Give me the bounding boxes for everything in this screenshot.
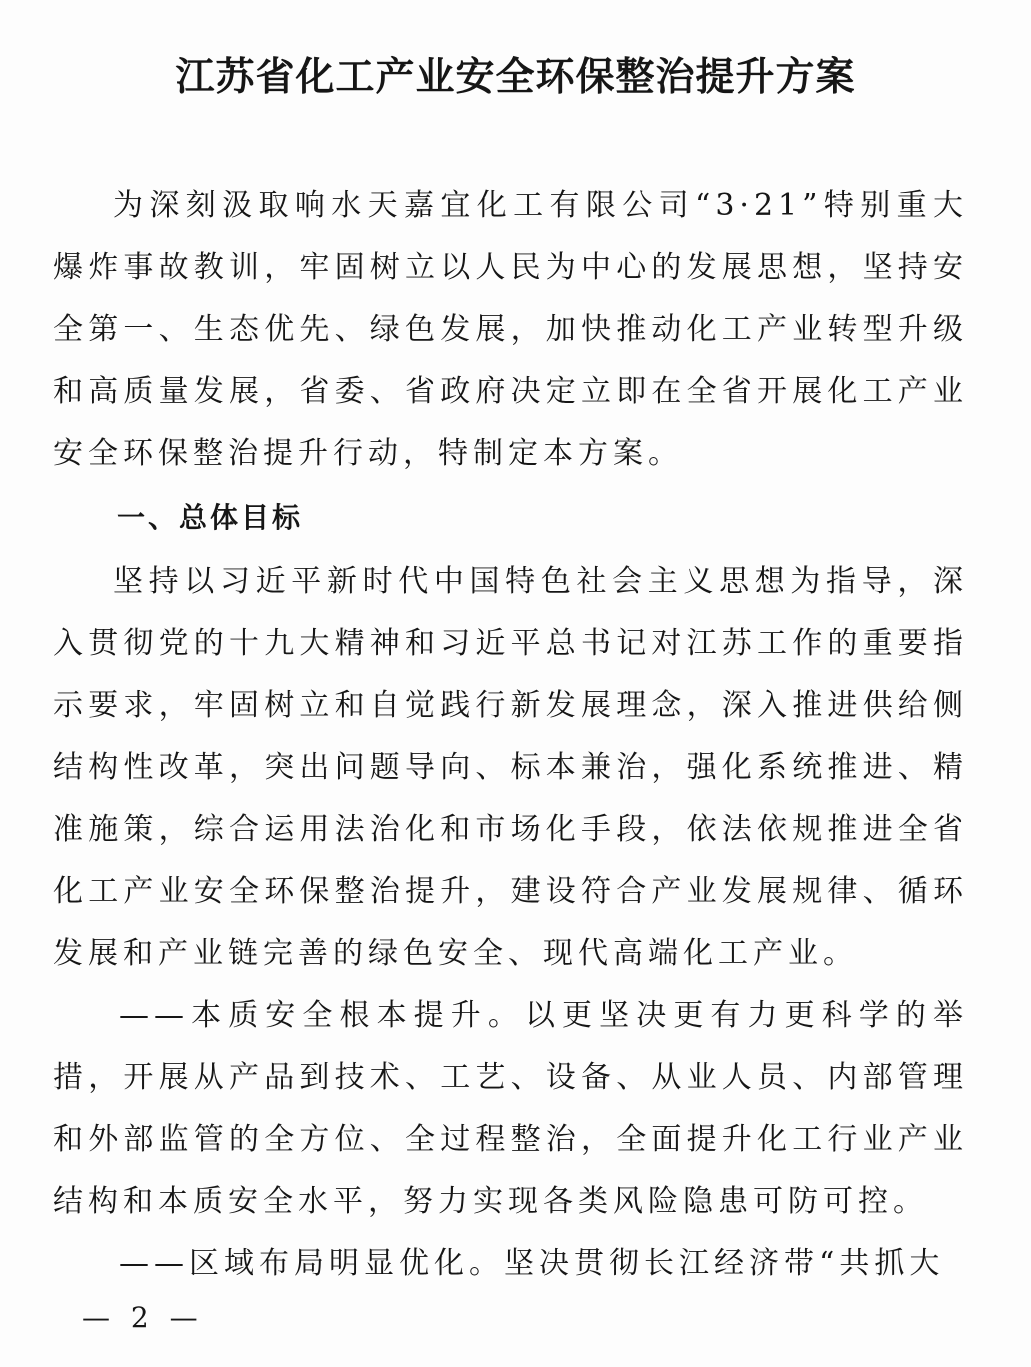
section-heading-overall-goals: 一、总体目标 (117, 501, 304, 534)
intro-paragraph: 为深刻汲取响水天嘉宜化工有限公司“3·21”特别重大爆炸事故教训，牢固树立以人民为中心的发展思想，坚持安全第一、生态优先、绿色发展，加快推动化工产业转型升级和高质量发展，省委、省政府决定立即在全省开展化工产业安全环保整治提升行动，特制定本方案。 (53, 188, 968, 471)
document-title: 江苏省化工产业安全环保整治提升方案 (175, 55, 856, 100)
document-body (53, 175, 968, 1295)
goal-regional-layout-paragraph: ——区域布局明显优化。坚决贯彻长江经济带“共抓大 (119, 1246, 945, 1281)
goal-intrinsic-safety-paragraph: ——本质安全根本提升。以更坚决更有力更科学的举措，开展从产品到技术、工艺、设备、从业人员、内部管理和外部监管的全方位、全过程整治，全面提升化工行业产业结构和本质安全水平，努力实现各类风险隐患可防可控。 (53, 998, 968, 1219)
overall-goals-paragraph: 坚持以习近平新时代中国特色社会主义思想为指导，深入贯彻党的十九大精神和习近平总书记对江苏工作的重要指示要求，牢固树立和自觉践行新发展理念，深入推进供给侧结构性改革，突出问题导向、标本兼治，强化系统推进、精准施策，综合运用法治化和市场化手段，依法依规推进全省化工产业安全环保整治提升，建设符合产业发展规律、循环发展和产业链完善的绿色安全、现代高端化工产业。 (53, 564, 968, 971)
page-number: — 2 — (82, 1301, 204, 1334)
